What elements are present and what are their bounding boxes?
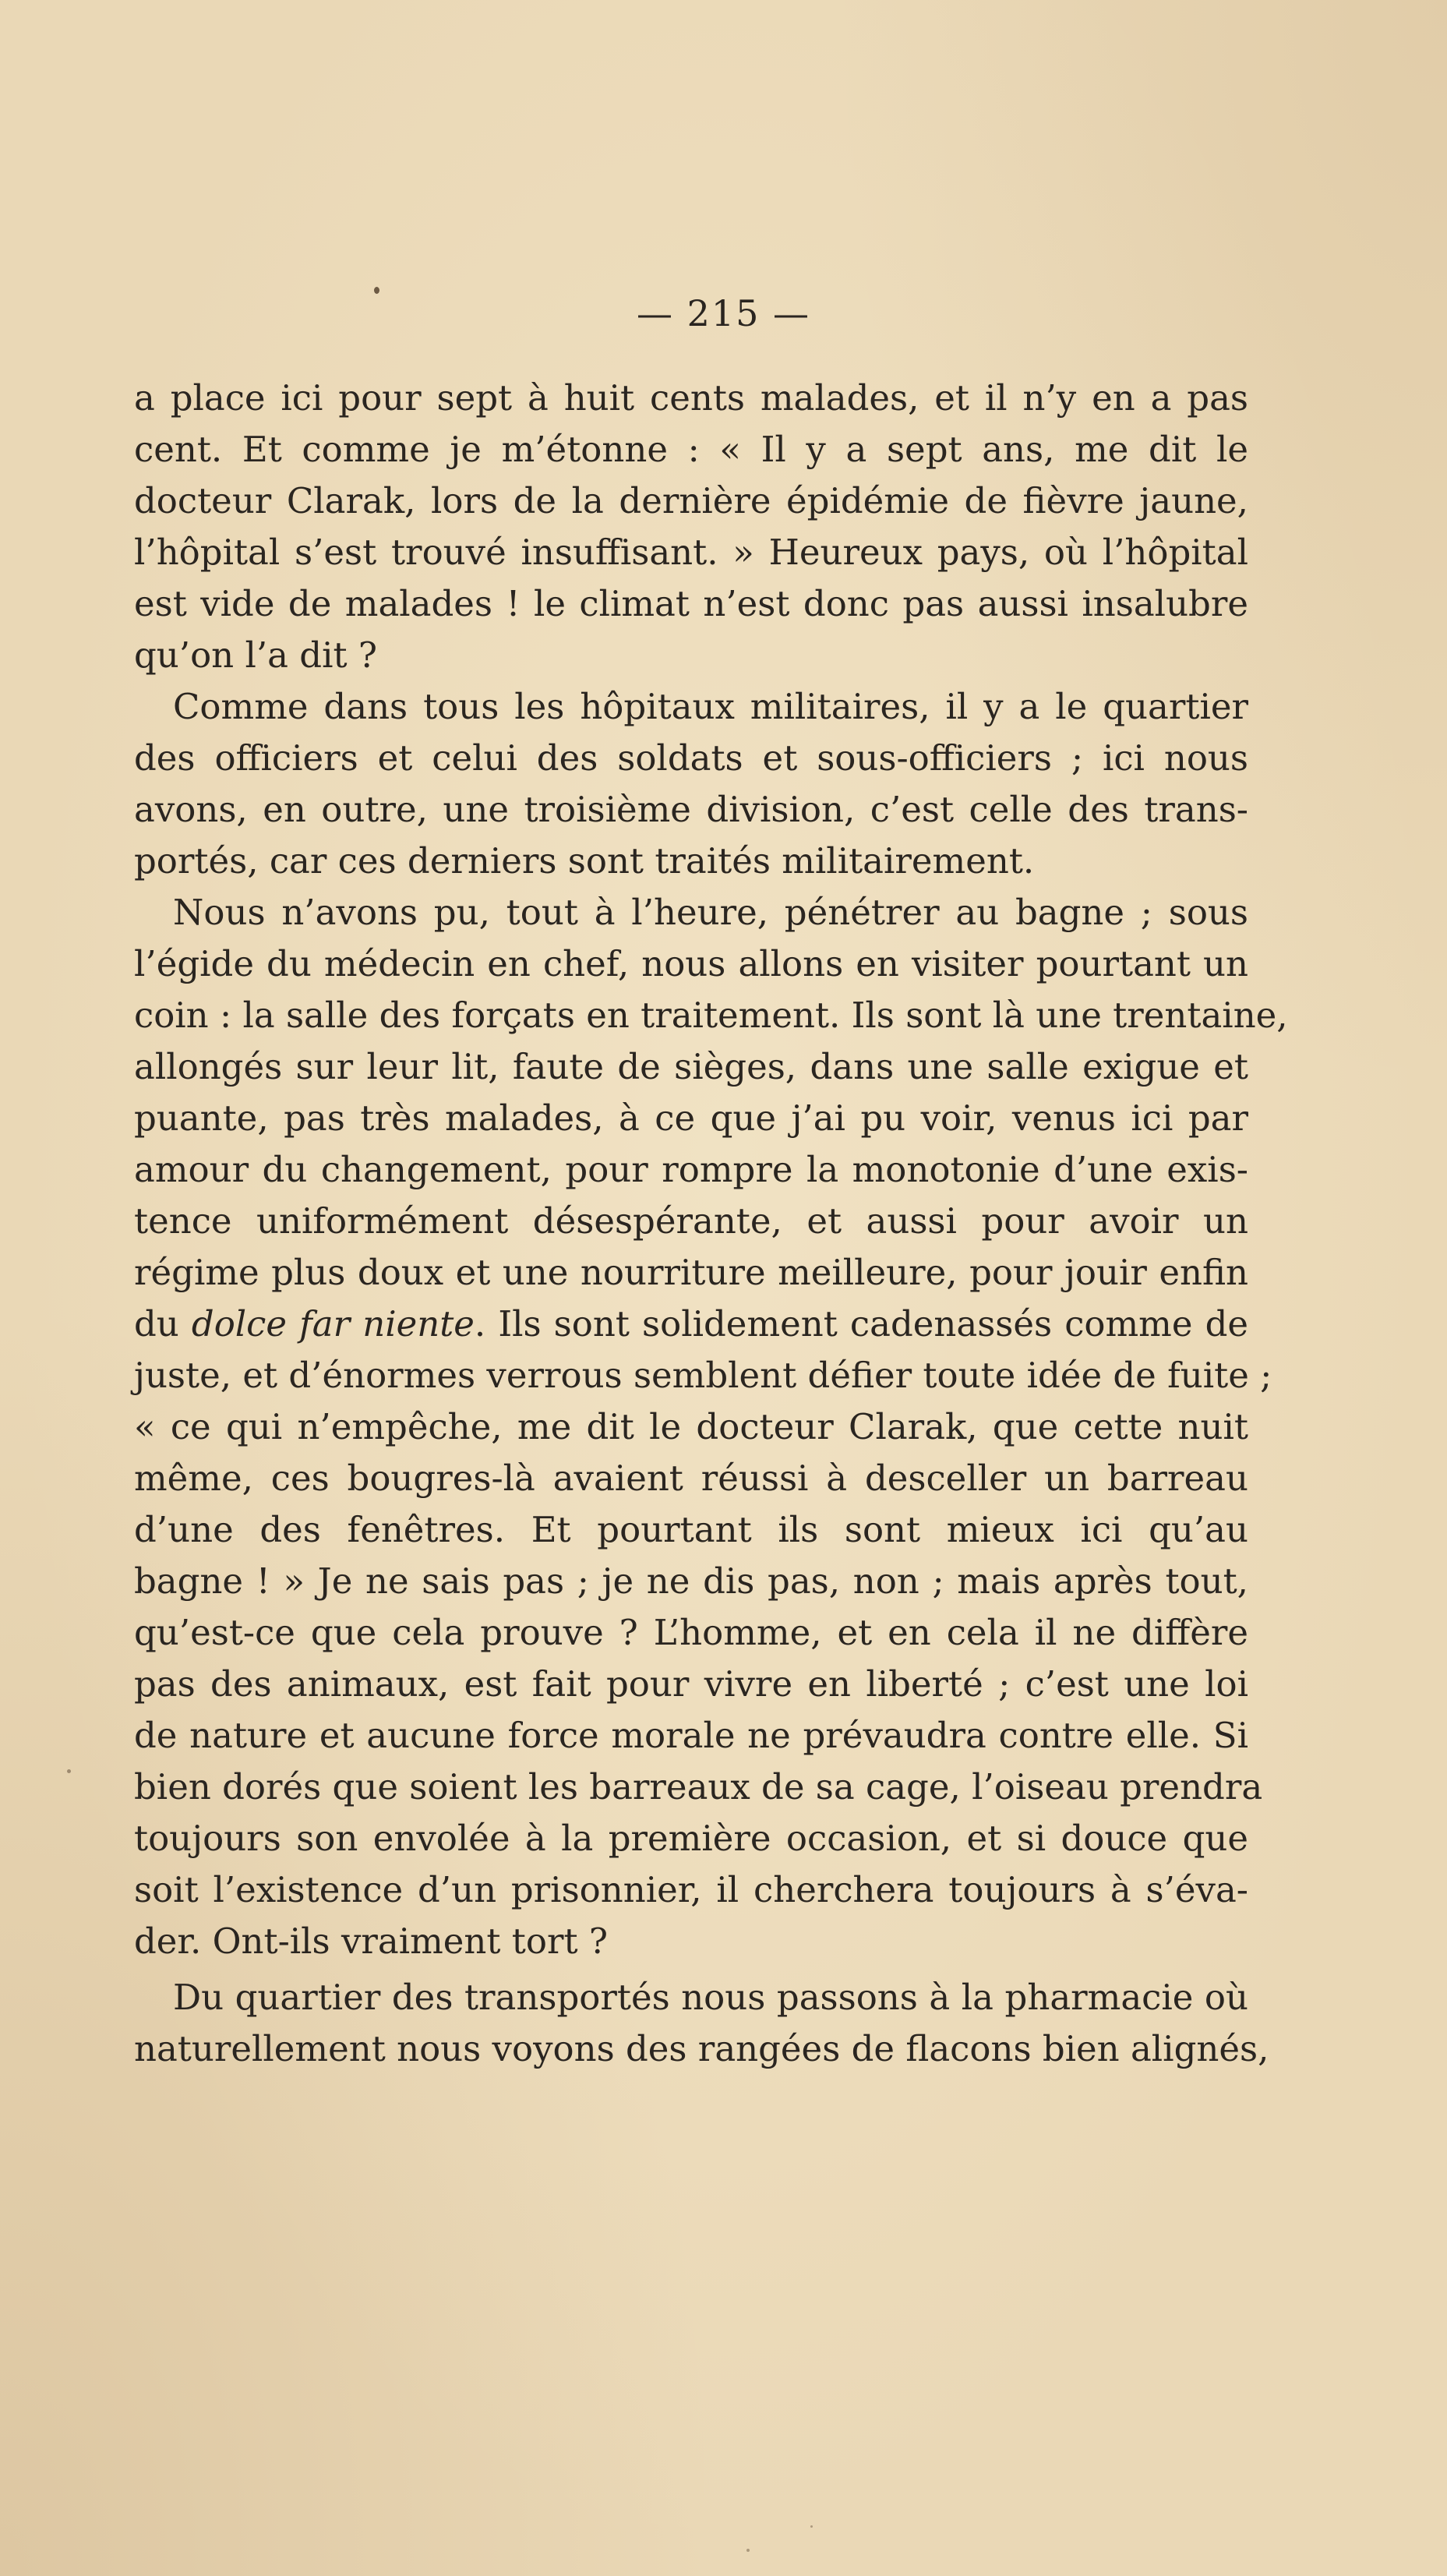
- paper-speck: [810, 2525, 813, 2528]
- text-line: bien dorés que soient les barreaux de sa cage, l’oiseau prendra: [134, 1766, 1263, 1807]
- text-line: cent. Et comme je m’étonne : « Il y a sept ans, me dit le: [134, 429, 1248, 470]
- text-line: coin : la salle des forçats en traitement. Ils sont là une trentaine,: [134, 995, 1288, 1036]
- paragraph-start-line: Nous n’avons pu, tout à l’heure, pénétrer au bagne ; sous: [173, 892, 1248, 933]
- text-line: der. Ont-ils vraiment tort ?: [134, 1921, 608, 1962]
- text-line: soit l’existence d’un prisonnier, il cherchera toujours à s’éva-: [134, 1869, 1248, 1910]
- paper-speck: [67, 1769, 71, 1773]
- paper-speck: [746, 2549, 750, 2552]
- text-line: même, ces bougres-là avaient réussi à desceller un barreau: [134, 1458, 1248, 1499]
- text-line: amour du changement, pour rompre la monotonie d’une exis-: [134, 1149, 1248, 1190]
- text-line: de nature et aucune force morale ne prévaudra contre elle. Si: [134, 1715, 1248, 1756]
- text-line: régime plus doux et une nourriture meilleure, pour jouir enfin: [134, 1252, 1248, 1293]
- text-line: docteur Clarak, lors de la dernière épidémie de fièvre jaune,: [134, 480, 1248, 521]
- text-line: pas des animaux, est fait pour vivre en liberté ; c’est une loi: [134, 1663, 1248, 1705]
- text-line: naturellement nous voyons des rangées de flacons bien alignés,: [134, 2028, 1269, 2069]
- text-line: juste, et d’énormes verrous semblent défier toute idée de fuite ;: [134, 1355, 1272, 1396]
- paper-speck: [374, 287, 379, 294]
- text-line: « ce qui n’empêche, me dit le docteur Clarak, que cette nuit: [134, 1406, 1248, 1447]
- text-line: toujours son envolée à la première occasion, et si douce que: [134, 1818, 1248, 1859]
- text-line: puante, pas très malades, à ce que j’ai pu voir, venus ici par: [134, 1097, 1248, 1139]
- paragraph-start-line: Du quartier des transportés nous passons à la pharmacie où: [173, 1977, 1248, 2018]
- text-line: allongés sur leur lit, faute de sièges, dans une salle exigue et: [134, 1046, 1248, 1087]
- body-text: [134, 373, 1288, 2075]
- text-line: qu’on l’a dit ?: [134, 634, 378, 676]
- text-line: des officiers et celui des soldats et sous-officiers ; ici nous: [134, 737, 1248, 779]
- text-line: bagne ! » Je ne sais pas ; je ne dis pas, non ; mais après tout,: [134, 1560, 1248, 1602]
- page-number: — 215 —: [636, 292, 811, 334]
- text-line: est vide de malades ! le climat n’est donc pas aussi insalubre: [134, 583, 1248, 624]
- paragraph-start-line: Comme dans tous les hôpitaux militaires, il y a le quartier: [173, 686, 1248, 727]
- text-segment: . Ils sont solidement cadenassés comme de: [474, 1303, 1249, 1345]
- text-line: l’hôpital s’est trouvé insuffisant. » Heureux pays, où l’hôpital: [134, 532, 1248, 573]
- text-line: tence uniformément désespérante, et aussi pour avoir un: [134, 1200, 1248, 1242]
- italic-phrase: dolce far niente: [191, 1303, 475, 1345]
- text-line: a place ici pour sept à huit cents malades, et il n’y en a pas: [134, 377, 1248, 419]
- text-line-with-italic: [134, 1299, 1248, 1350]
- text-line: l’égide du médecin en chef, nous allons en visiter pourtant un: [134, 943, 1248, 984]
- text-line: avons, en outre, une troisième division, c’est celle des trans-: [134, 789, 1248, 830]
- text-segment: du: [134, 1303, 192, 1345]
- text-line: d’une des fenêtres. Et pourtant ils sont mieux ici qu’au: [134, 1509, 1248, 1550]
- text-line: portés, car ces derniers sont traités militairement.: [134, 840, 1035, 882]
- text-line: qu’est-ce que cela prouve ? L’homme, et en cela il ne diffère: [134, 1612, 1248, 1653]
